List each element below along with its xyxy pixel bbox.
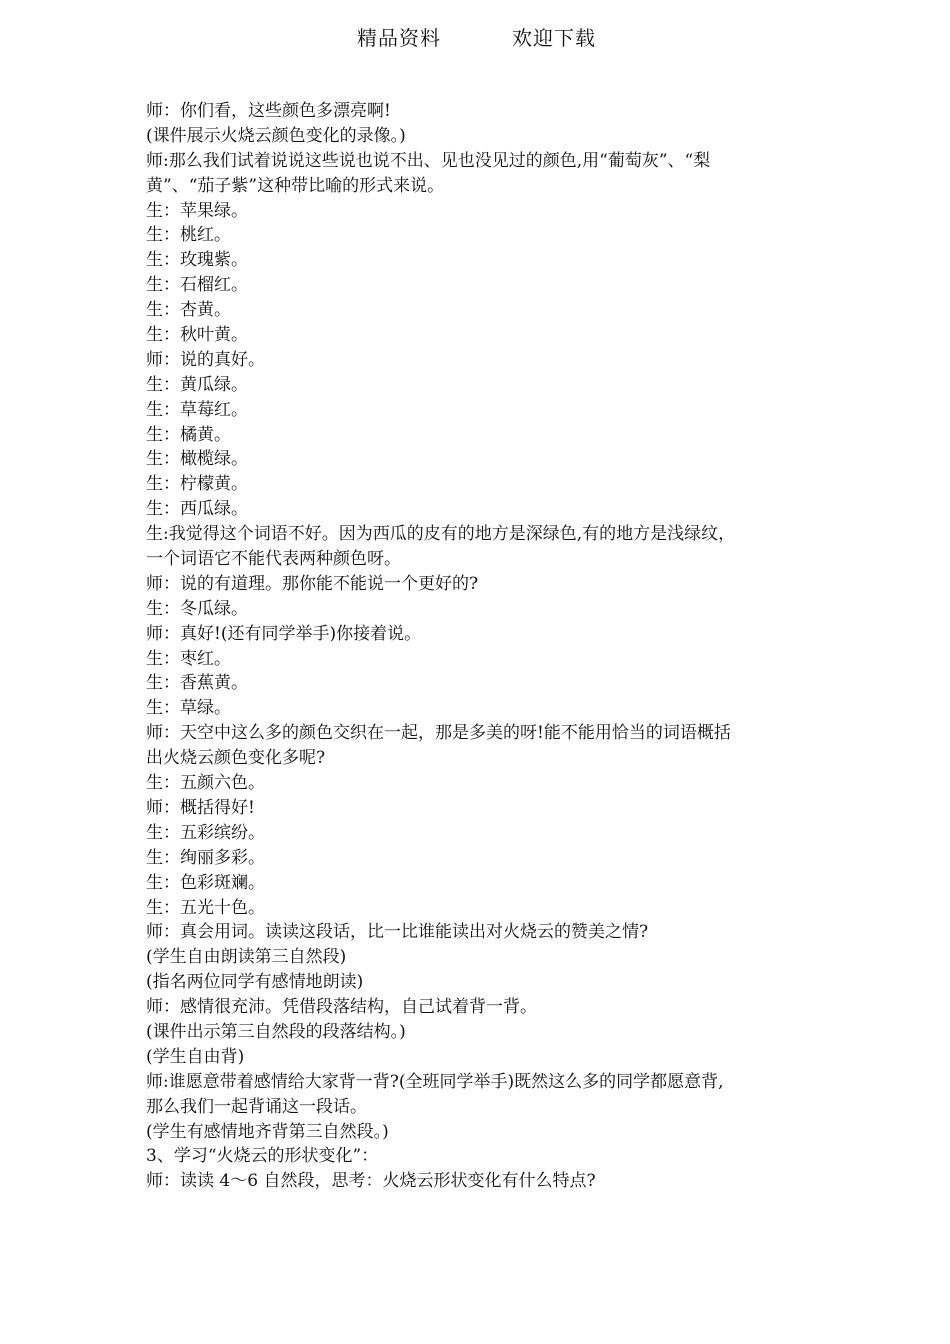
text-line: 师:那么我们试着说说这些说也说不出、见也没见过的颜色,用“葡萄灰”、“梨 xyxy=(146,150,711,171)
text-line: (课件出示第三自然段的段落结构。) xyxy=(146,1021,406,1042)
text-line: 生：五光十色。 xyxy=(146,897,265,918)
text-line: 生:我觉得这个词语不好。因为西瓜的皮有的地方是深绿色,有的地方是浅绿纹， xyxy=(146,524,736,545)
text-line: (学生自由背) xyxy=(146,1046,245,1067)
text-line: 一个词语它不能代表两种颜色呀。 xyxy=(146,549,401,570)
text-line: 生：橘黄。 xyxy=(146,424,231,445)
text-line: 3、学习“火烧云的形状变化”： xyxy=(146,1146,379,1167)
document-body xyxy=(146,99,811,1194)
text-line: (课件展示火烧云颜色变化的录像。) xyxy=(146,125,406,146)
text-line: 生：西瓜绿。 xyxy=(146,499,248,520)
text-line: 师：真好!(还有同学举手)你接着说。 xyxy=(146,623,422,644)
text-line: 师：真会用词。读读这段话，比一比谁能读出对火烧云的赞美之情? xyxy=(146,922,649,943)
text-line: 生：苹果绿。 xyxy=(146,200,248,221)
text-line: 生：枣红。 xyxy=(146,648,231,669)
text-line: 生：桃红。 xyxy=(146,225,231,246)
text-line: 生：秋叶黄。 xyxy=(146,325,248,346)
text-line: 师：说的有道理。那你能不能说一个更好的? xyxy=(146,573,479,594)
text-line: (学生自由朗读第三自然段) xyxy=(146,947,347,968)
text-line: (学生有感情地齐背第三自然段。) xyxy=(146,1121,389,1142)
text-line: 生：冬瓜绿。 xyxy=(146,598,248,619)
text-line: 师：读读 4～6 自然段，思考：火烧云形状变化有什么特点? xyxy=(146,1171,596,1192)
text-line: 黄”、“茄子紫”这种带比喻的形式来说。 xyxy=(146,175,445,196)
text-line: 那么我们一起背诵这一段话。 xyxy=(146,1096,367,1117)
text-line: 师:谁愿意带着感情给大家背一背?(全班同学举手)既然这么多的同学都愿意背, xyxy=(146,1071,724,1092)
text-line: (指名两位同学有感情地朗读) xyxy=(146,972,364,993)
text-line: 师：说的真好。 xyxy=(146,349,265,370)
text-line: 师：天空中这么多的颜色交织在一起，那是多美的呀!能不能用恰当的词语概括 xyxy=(146,723,731,744)
header-left-text: 精品资料 xyxy=(357,26,441,50)
page-header xyxy=(0,22,950,50)
text-line: 生：柠檬黄。 xyxy=(146,474,248,495)
header-right-text: 欢迎下载 xyxy=(512,26,596,50)
text-line: 生：五彩缤纷。 xyxy=(146,822,265,843)
text-line: 生：草莓红。 xyxy=(146,399,248,420)
text-line: 出火烧云颜色变化多呢? xyxy=(146,748,326,769)
text-line: 生：橄榄绿。 xyxy=(146,449,248,470)
text-line: 生：香蕉黄。 xyxy=(146,673,248,694)
text-line: 生：五颜六色。 xyxy=(146,773,265,794)
text-line: 师：感情很充沛。凭借段落结构，自己试着背一背。 xyxy=(146,997,537,1018)
text-line: 生：绚丽多彩。 xyxy=(146,847,265,868)
text-line: 生：石榴红。 xyxy=(146,275,248,296)
text-line: 生：草绿。 xyxy=(146,698,231,719)
text-line: 生：玫瑰紫。 xyxy=(146,250,248,271)
text-line: 师：概括得好! xyxy=(146,797,255,818)
text-line: 师：你们看，这些颜色多漂亮啊! xyxy=(146,101,391,121)
text-line: 生：黄瓜绿。 xyxy=(146,374,248,395)
text-line: 生：色彩斑斓。 xyxy=(146,872,265,893)
text-line: 生：杏黄。 xyxy=(146,300,231,321)
